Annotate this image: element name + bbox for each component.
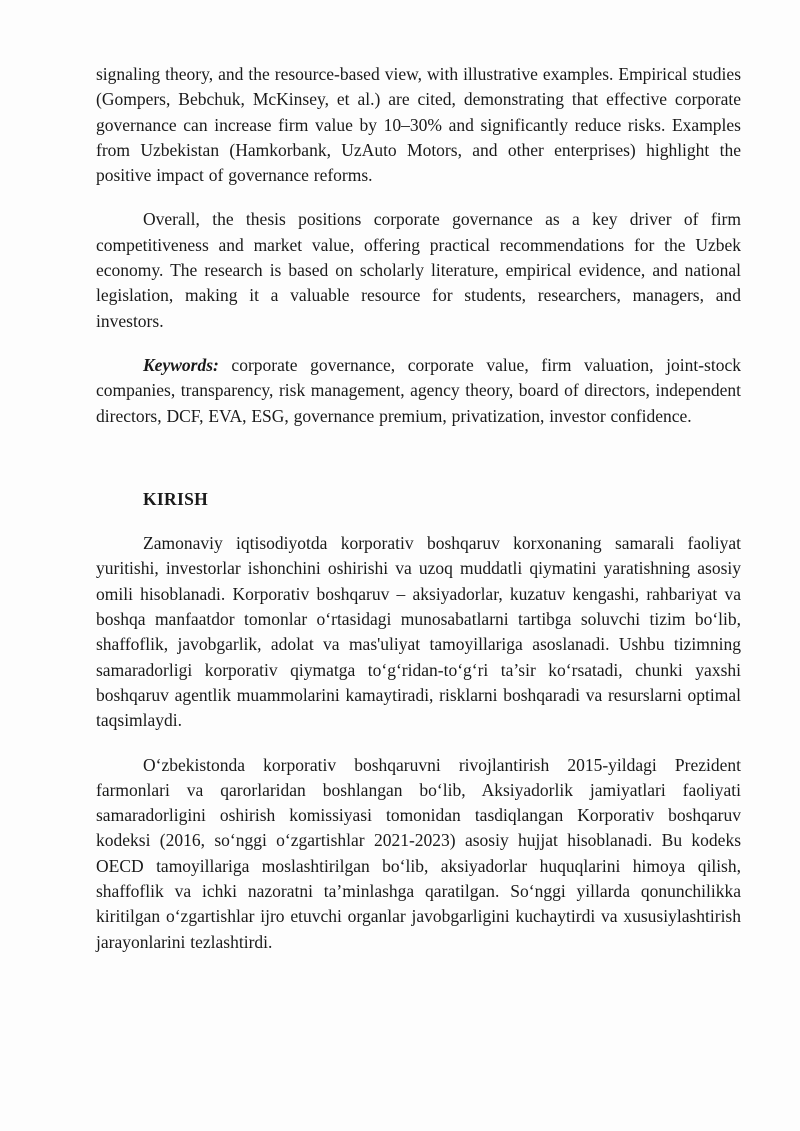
keywords-label: Keywords:: [143, 354, 219, 375]
paragraph-abstract-overall: Overall, the thesis positions corporate governance as a key driver of firm competitiveness and market value, offering practical recommendations for the Uzbek economy. The research is based on scholarly literature, empirical evidence, and national legislation, making it a valuable resource for students, researchers, managers, and investors.: [96, 209, 741, 331]
paragraph-keywords: [96, 353, 741, 429]
paragraph-intro-2: Oʻzbekistonda korporativ boshqaruvni rivojlantirish 2015-yildagi Prezident farmonlari va qarorlaridan boshlangan boʻlib, Aksiyadorlik jamiyatlari faoliyati samaradorligini oshirish komissiyasi tomonidan tasdiqlangan Korporativ boshqaruv kodeksi (2016, soʻnggi oʻzgartishlar 2021-2023) asosiy hujjat hisoblanadi. Bu kodeks OECD tamoyillariga moslashtirilgan boʻlib, aksiyadorlar huquqlarini himoya qilish, shaffoflik va ichki nazoratni ta’minlashga qaratilgan. Soʻnggi yillarda qonunchilikka kiritilgan oʻzgartishlar ijro etuvchi organlar javobgarligini kuchaytirdi va xususiylashtirish jarayonlarini tezlashtirdi.: [96, 754, 741, 952]
paragraph-intro-1: Zamonaviy iqtisodiyotda korporativ boshqaruv korxonaning samarali faoliyat yuritishi, investorlar ishonchini oshirishi va uzoq muddatli qiymatini yaratishning asosiy omili hisoblanadi. Korporativ boshqaruv – aksiyadorlar, kuzatuv kengashi, rahbariyat va boshqa manfaatdor tomonlar oʻrtasidagi munosabatlarni tartibga soluvchi tizim boʻlib, shaffoflik, javobgarlik, adolat va mas'uliyat tamoyillariga asoslanadi. Ushbu tizimning samaradorligi korporativ qiymatga toʻgʻridan-toʻgʻri ta’sir koʻrsatadi, chunki yaxshi boshqaruv agentlik muammolarini kamaytiradi, risklarni boshqaradi va resurslarni optimal taqsimlaydi.: [96, 533, 741, 731]
text-block: [96, 62, 741, 974]
keywords-body: corporate governance, corporate value, firm valuation, joint-stock companies, transparency, risk management, agency theory, board of directors, independent directors, DCF, EVA, ESG, governance premium, privatization, investor confidence.: [96, 354, 741, 426]
section-heading-kirish: KIRISH: [143, 488, 209, 509]
paragraph-abstract-continuation: signaling theory, and the resource-based view, with illustrative examples. Empirical studies (Gompers, Bebchuk, McKinsey, et al.) are cited, demonstrating that effective corporate governance can increase firm value by 10–30% and significantly reduce risks. Examples from Uzbekistan (Hamkorbank, UzAuto Motors, and other enterprises) highlight the positive impact of governance reforms.: [96, 64, 741, 186]
